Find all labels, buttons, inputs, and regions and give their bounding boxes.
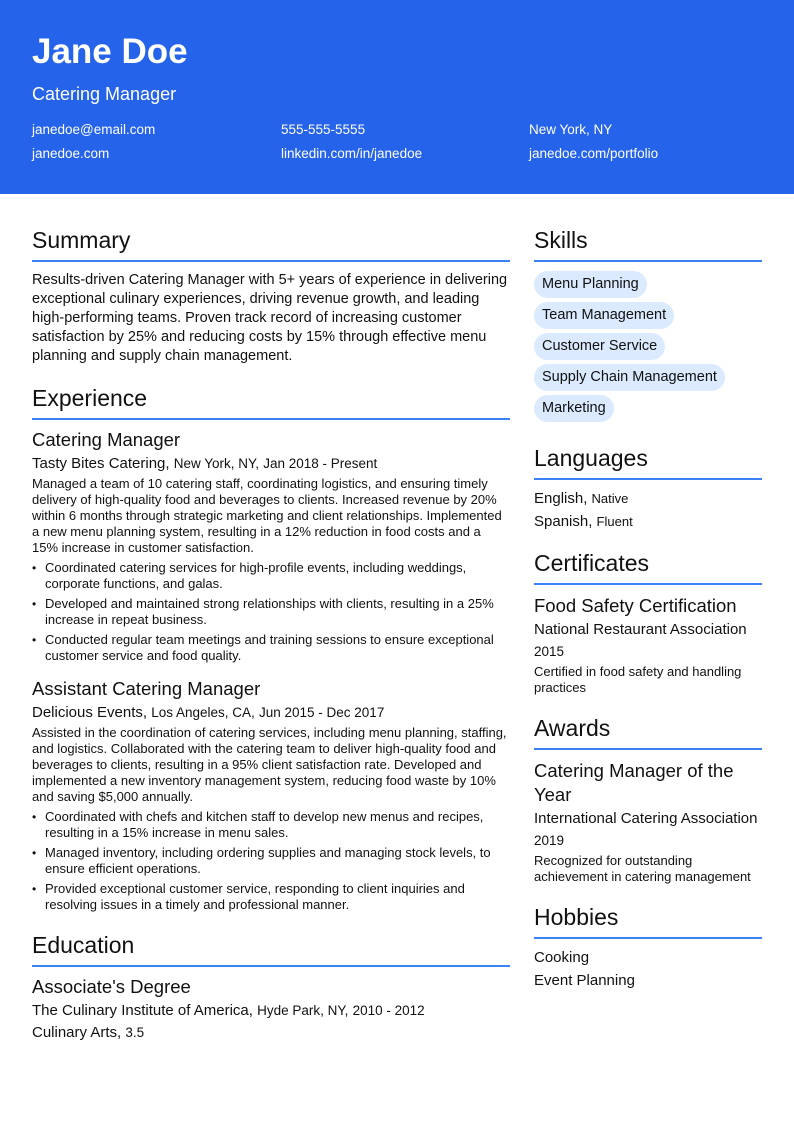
hobby-item: Event Planning xyxy=(534,972,635,989)
language-level: Native xyxy=(591,491,629,506)
language-level: Fluent xyxy=(596,514,633,529)
hobby-item: Cooking xyxy=(534,949,590,966)
side-column xyxy=(534,226,762,1008)
section-title-languages: Languages xyxy=(534,444,762,480)
section-title-experience: Experience xyxy=(32,384,510,420)
job-dates: Jun 2015 - Dec 2017 xyxy=(258,705,385,720)
candidate-role: Catering Manager xyxy=(32,84,177,104)
education-location: Hyde Park, NY, xyxy=(257,1003,349,1018)
contact-linkedin[interactable]: linkedin.com/in/janedoe xyxy=(281,146,423,161)
job-bullet: • Provided exceptional customer service, responding to client inquiries and resolving issues in a timely and professional manner. xyxy=(32,881,510,913)
education-meta xyxy=(32,1001,510,1020)
job-bullet: • Managed inventory, including ordering supplies and managing stock levels, to ensure efficient operations. xyxy=(32,845,510,877)
award-description: Recognized for outstanding achievement in catering management xyxy=(534,853,751,884)
skills-section xyxy=(534,226,762,426)
contact-portfolio[interactable]: janedoe.com/portfolio xyxy=(529,146,659,161)
job-description: Assisted in the coordination of catering services, including menu planning, staffing, and logistics. Collaborated with the catering team to deliver high-quality food and beverages to clients, resulting in a 95% client satisfaction rate. Developed and implemented a new inventory management system, reducing food waste by 10% and saving $5,000 annually. xyxy=(32,725,507,804)
certificate-year: 2015 xyxy=(534,644,565,659)
job-meta xyxy=(32,454,510,473)
job-title: Assistant Catering Manager xyxy=(32,678,261,699)
job-entry xyxy=(32,678,510,913)
summary-text: Results-driven Catering Manager with 5+ years of experience in delivering exceptional culinary experiences, driving revenue growth, and leading high-performing teams. Proven track record of increasing customer satisfaction by 25% and reducing costs by 15% through effective menu planning and supply chain management. xyxy=(32,272,508,364)
contact-website[interactable]: janedoe.com xyxy=(32,146,110,161)
awards-section xyxy=(534,714,762,885)
certificate-description: Certified in food safety and handling practices xyxy=(534,664,742,695)
job-title: Catering Manager xyxy=(32,429,181,450)
job-bullet: • Coordinated catering services for high-profile events, including weddings, corporate functions, and galas. xyxy=(32,560,510,592)
job-bullets xyxy=(32,809,510,913)
candidate-name: Jane Doe xyxy=(32,32,188,71)
education-gpa: 3.5 xyxy=(125,1025,145,1040)
certificate-name: Food Safety Certification xyxy=(534,595,737,616)
skill-chip: Supply Chain Management xyxy=(534,364,725,391)
skill-chip: Team Management xyxy=(534,302,674,329)
education-degree: Associate's Degree xyxy=(32,976,191,997)
job-bullet: • Coordinated with chefs and kitchen staff to develop new menus and recipes, resulting in a 15% increase in menu sales. xyxy=(32,809,510,841)
skill-chip: Marketing xyxy=(534,395,614,422)
contact-location: New York, NY xyxy=(529,122,613,137)
education-field-row xyxy=(32,1023,510,1042)
education-section xyxy=(32,931,510,1042)
award-year: 2019 xyxy=(534,833,565,848)
job-bullets xyxy=(32,560,510,664)
skill-chip: Menu Planning xyxy=(534,271,647,298)
section-title-awards: Awards xyxy=(534,714,762,750)
language-row xyxy=(534,489,762,508)
language-name: Spanish, xyxy=(534,513,593,530)
certificates-section xyxy=(534,549,762,696)
job-entry xyxy=(32,429,510,664)
job-dates: Jan 2018 - Present xyxy=(263,456,378,471)
job-company: Delicious Events, xyxy=(32,704,148,721)
language-row xyxy=(534,512,762,531)
section-title-hobbies: Hobbies xyxy=(534,903,762,939)
resume-header xyxy=(0,0,794,194)
experience-section xyxy=(32,384,510,913)
award-issuer: International Catering Association xyxy=(534,810,758,827)
job-bullet: • Developed and maintained strong relationships with clients, resulting in a 25% increase in repeat business. xyxy=(32,596,510,628)
section-title-skills: Skills xyxy=(534,226,762,262)
job-description: Managed a team of 10 catering staff, coordinating logistics, and ensuring timely delivery of high-quality food and beverages to clients. Increased revenue by 20% within 6 months through strategic marketing and client relationships. Implemented a new menu planning system, resulting in a 12% reduction in food costs and a 15% increase in customer satisfaction. xyxy=(32,476,502,555)
skill-chip: Customer Service xyxy=(534,333,665,360)
main-column xyxy=(32,226,510,1060)
job-company: Tasty Bites Catering, xyxy=(32,455,170,472)
award-name: Catering Manager of the Year xyxy=(534,760,734,805)
job-bullet: • Conducted regular team meetings and training sessions to ensure exceptional customer service and food quality. xyxy=(32,632,510,664)
job-meta xyxy=(32,703,510,722)
education-field: Culinary Arts, xyxy=(32,1024,122,1041)
languages-section xyxy=(534,444,762,531)
contact-phone[interactable]: 555-555-5555 xyxy=(281,122,366,137)
contact-email[interactable]: janedoe@email.com xyxy=(32,122,156,137)
education-dates: 2010 - 2012 xyxy=(352,1003,425,1018)
section-title-summary: Summary xyxy=(32,226,510,262)
certificate-issuer: National Restaurant Association xyxy=(534,621,747,638)
job-location: Los Angeles, CA, xyxy=(151,705,255,720)
job-location: New York, NY, xyxy=(173,456,260,471)
hobbies-section xyxy=(534,903,762,990)
language-name: English, xyxy=(534,490,588,507)
section-title-education: Education xyxy=(32,931,510,967)
summary-section xyxy=(32,226,510,366)
section-title-certificates: Certificates xyxy=(534,549,762,585)
education-school: The Culinary Institute of America, xyxy=(32,1002,253,1019)
